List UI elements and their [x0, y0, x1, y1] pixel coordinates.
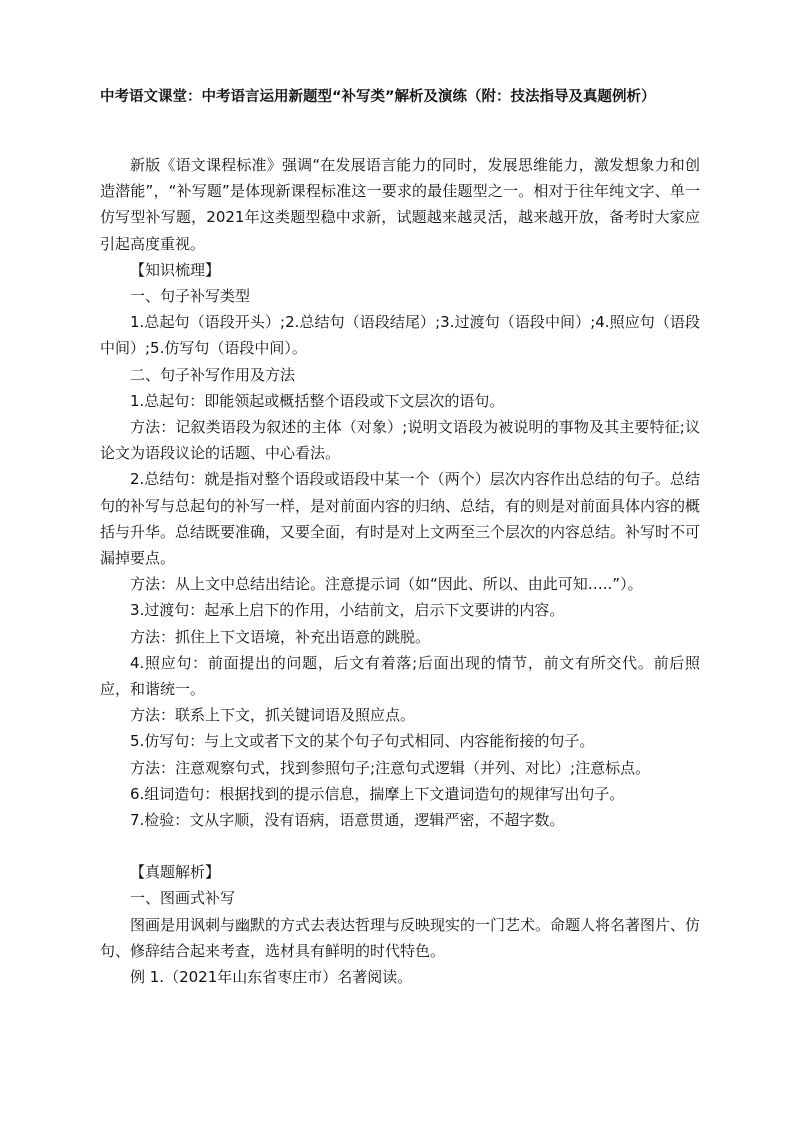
subheading-types: 一、句子补写类型 [130, 287, 251, 306]
example-1: 例 1.（2021年山东省枣庄市）名著阅读。 [130, 968, 413, 987]
item-summary-sentence: 2.总结句：就是指对整个语段或语段中某一个（两个）层次内容作出总结的句子。总结句的补写与总起句的补写一样，是对前面内容的归纳、总结，有的则是对前面具体内容的概括与升华。总结既要准确，又要全面，有时是对上文两至三个层次的内容总结。补写时不可漏掉要点。 [100, 470, 701, 568]
document-title: 中考语文课堂：中考语言运用新题型“补写类”解析及演练（附：技法指导及真题例析） [100, 89, 656, 105]
section-heading-examples: 【真题解析】 [130, 863, 221, 882]
section-heading-knowledge: 【知识梳理】 [130, 260, 221, 279]
method-summary-sentence: 方法：从上文中总结出结论。注意提示词（如“因此、所以、由此可知…..”）。 [130, 575, 643, 594]
picture-description: 图画是用讽刺与幽默的方式去表达哲理与反映现实的一门艺术。命题人将名著图片、仿句、修辞结合起来考查，选材具有鲜明的时代特色。 [100, 915, 701, 960]
item-word-sentence: 6.组词造句：根据找到的提示信息，揣摩上下文遣词造句的规律写出句子。 [130, 784, 625, 803]
item-topic-sentence: 1.总起句：即能领起或概括整个语段或下文层次的语句。 [130, 391, 505, 410]
types-list: 1.总起句（语段开头）;2.总结句（语段结尾）;3.过渡句（语段中间）;4.照应句（语段中间）;5.仿写句（语段中间）。 [100, 313, 700, 358]
item-imitation-sentence: 5.仿写句：与上文或者下文的某个句子句式相同、内容能衔接的句子。 [130, 732, 595, 751]
item-transition-sentence: 3.过渡句：起承上启下的作用，小结前文，启示下文要讲的内容。 [130, 601, 565, 620]
item-check: 7.检验：文从字顺，没有语病，语意贯通，逻辑严密，不超字数。 [130, 811, 565, 830]
intro-paragraph: 新版《语文课程标准》强调“在发展语言能力的同时，发展思维能力，激发想象力和创造潜能”，“补写题”是体现新课程标准这一要求的最佳题型之一。相对于往年纯文字、单一仿写型补写题，2021年这类题型稳中求新，试题越来越灵活，越来越开放，备考时大家应引起高度重视。 [100, 156, 700, 253]
method-topic-sentence: 方法：记叙类语段为叙述的主体（对象）;说明文语段为被说明的事物及其主要特征;议论文为语段议论的话题、中心看法。 [100, 418, 700, 463]
method-imitation-sentence: 方法：注意观察句式，找到参照句子;注意句式逻辑（并列、对比）;注意标点。 [130, 758, 651, 777]
method-transition-sentence: 方法：抓住上下文语境，补充出语意的跳脱。 [130, 627, 431, 646]
item-echo-sentence: 4.照应句：前面提出的问题，后文有着落;后面出现的情节，前文有所交代。前后照应，和谐统一。 [100, 653, 700, 699]
subheading-methods: 二、句子补写作用及方法 [130, 365, 296, 384]
document-body [100, 152, 700, 990]
method-echo-sentence: 方法：联系上下文，抓关键词语及照应点。 [130, 706, 416, 725]
paragraph-spacer [100, 833, 700, 859]
subheading-picture: 一、图画式补写 [130, 889, 236, 908]
